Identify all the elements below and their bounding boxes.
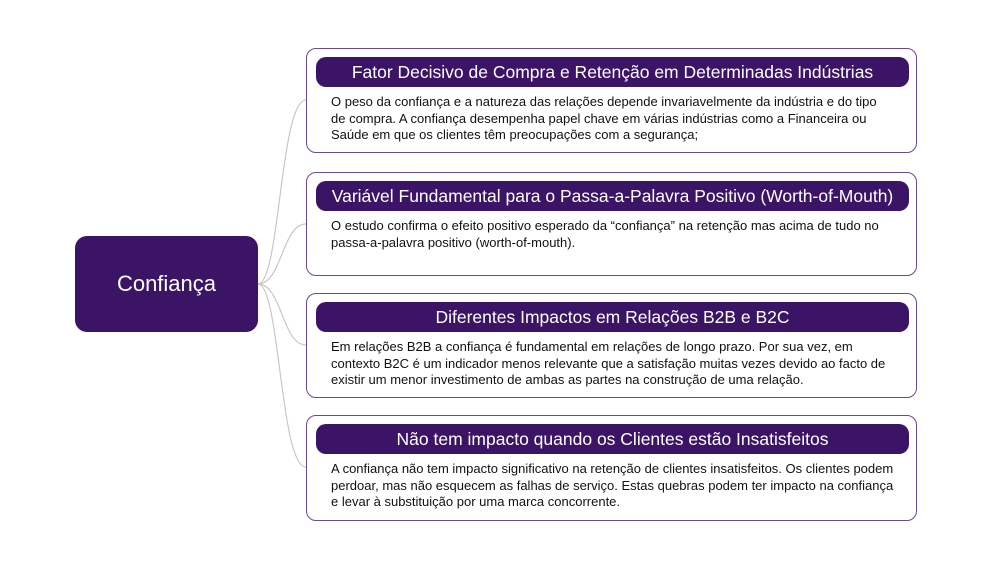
connector-line bbox=[258, 100, 306, 284]
card-body-text: A confiança não tem impacto significativo na retenção de clientes insatisfeitos. Os clientes podem perdoar, mas não esquecem as falhas de serviço. Estas quebras podem ter impacto na confiança e levar à substituição por uma marca concorrente. bbox=[331, 461, 894, 509]
card-title: Variável Fundamental para o Passa-a-Palavra Positivo (Worth-of-Mouth) bbox=[316, 181, 909, 211]
root-node-label: Confiança bbox=[116, 271, 217, 296]
card-title: Diferentes Impactos em Relações B2B e B2C bbox=[316, 302, 909, 332]
card-body-text: O estudo confirma o efeito positivo esperado da “confiança” na retenção mas acima de tudo no passa-a-palavra positivo (worth-of-mouth). bbox=[331, 218, 879, 250]
connector-line bbox=[258, 284, 306, 467]
card-body-text: O peso da confiança e a natureza das relações depende invariavelmente da indústria e do tipo de compra. A confiança desempenha papel chave em várias indústrias como a Financeira ou Saúde em que os clientes têm preocupações com a segurança; bbox=[331, 94, 877, 142]
card-variavel-fundamental bbox=[306, 172, 917, 276]
root-node-confianca bbox=[75, 236, 258, 332]
card-title: Não tem impacto quando os Clientes estão Insatisfeitos bbox=[316, 424, 909, 454]
card-fator-decisivo bbox=[306, 48, 917, 153]
card-sem-impacto bbox=[306, 415, 917, 521]
card-body-text: Em relações B2B a confiança é fundamental em relações de longo prazo. Por sua vez, em contexto B2C é um indicador menos relevante que a satisfação muitas vezes devido ao facto de existir um menor investimento de ambas as partes na construção de uma relação. bbox=[331, 339, 886, 387]
card-diferentes-impactos bbox=[306, 293, 917, 398]
card-title: Fator Decisivo de Compra e Retenção em Determinadas Indústrias bbox=[316, 57, 909, 87]
